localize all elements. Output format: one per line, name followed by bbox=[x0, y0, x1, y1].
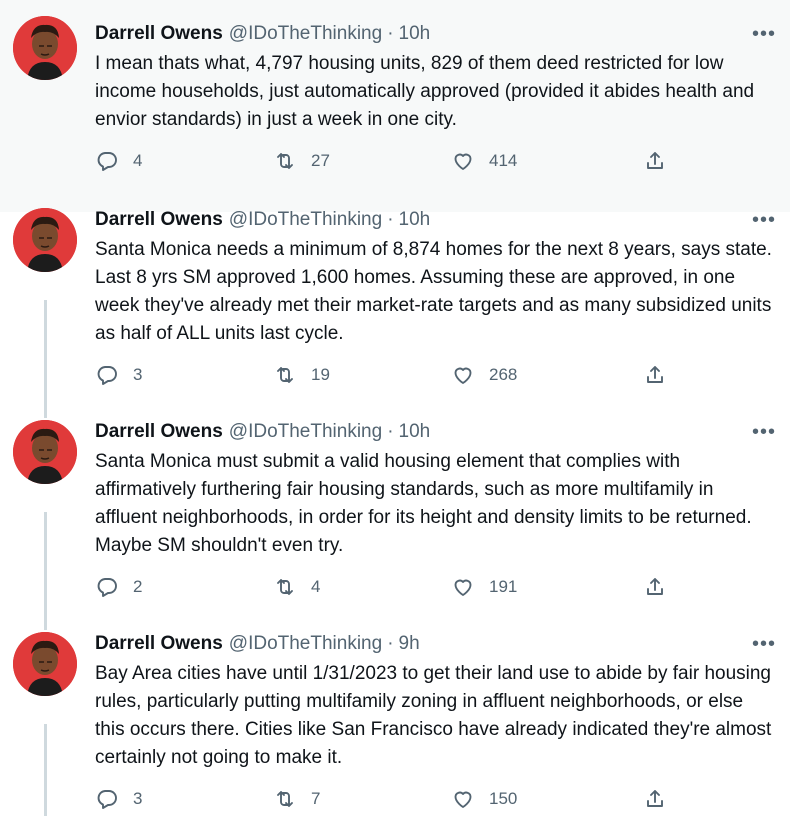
avatar[interactable] bbox=[13, 420, 77, 484]
heart-icon bbox=[451, 787, 475, 811]
heart-icon bbox=[451, 575, 475, 599]
share-icon bbox=[643, 363, 667, 387]
reply-button[interactable] bbox=[95, 360, 142, 390]
more-icon[interactable]: ••• bbox=[752, 208, 777, 231]
separator-dot: · bbox=[387, 421, 394, 442]
like-count: 150 bbox=[489, 789, 518, 808]
share-button[interactable] bbox=[643, 784, 667, 814]
avatar-image bbox=[13, 632, 77, 696]
timestamp[interactable]: 10h bbox=[398, 23, 431, 44]
avatar-image bbox=[13, 208, 77, 272]
share-button[interactable] bbox=[643, 146, 667, 176]
like-button[interactable] bbox=[451, 784, 517, 814]
share-icon bbox=[643, 149, 667, 173]
share-button[interactable] bbox=[643, 360, 667, 390]
author-handle[interactable]: @IDoTheThinking bbox=[228, 633, 383, 654]
like-button[interactable] bbox=[451, 146, 517, 176]
timestamp[interactable]: 10h bbox=[398, 421, 431, 442]
author-handle[interactable]: @IDoTheThinking bbox=[228, 209, 383, 230]
tweet[interactable] bbox=[0, 420, 790, 636]
like-button[interactable] bbox=[451, 360, 517, 390]
retweet-button[interactable] bbox=[273, 360, 330, 390]
reply-icon bbox=[95, 575, 119, 599]
tweet-header bbox=[95, 22, 430, 46]
reply-button[interactable] bbox=[95, 784, 142, 814]
share-icon bbox=[643, 575, 667, 599]
retweet-button[interactable] bbox=[273, 784, 320, 814]
reply-count: 2 bbox=[133, 577, 143, 596]
tweet-header bbox=[95, 420, 430, 444]
retweet-count: 19 bbox=[311, 365, 330, 384]
heart-icon bbox=[451, 149, 475, 173]
timestamp[interactable]: 10h bbox=[398, 209, 431, 230]
retweet-button[interactable] bbox=[273, 146, 330, 176]
timestamp[interactable]: 9h bbox=[398, 633, 420, 654]
reply-button[interactable] bbox=[95, 572, 142, 602]
heart-icon bbox=[451, 363, 475, 387]
retweet-count: 27 bbox=[311, 151, 330, 170]
avatar-image bbox=[13, 16, 77, 80]
like-count: 414 bbox=[489, 151, 518, 170]
like-button[interactable] bbox=[451, 572, 517, 602]
author-handle[interactable]: @IDoTheThinking bbox=[228, 23, 383, 44]
like-count: 268 bbox=[489, 365, 518, 384]
author-name[interactable]: Darrell Owens bbox=[95, 421, 223, 442]
retweet-icon bbox=[273, 149, 297, 173]
retweet-icon bbox=[273, 787, 297, 811]
tweet-header bbox=[95, 208, 430, 232]
reply-icon bbox=[95, 149, 119, 173]
separator-dot: · bbox=[387, 23, 394, 44]
avatar[interactable] bbox=[13, 16, 77, 80]
tweet-actions bbox=[95, 784, 685, 814]
more-icon[interactable]: ••• bbox=[752, 632, 777, 655]
more-icon[interactable]: ••• bbox=[752, 22, 777, 45]
tweet-actions bbox=[95, 572, 685, 602]
reply-icon bbox=[95, 363, 119, 387]
reply-count: 3 bbox=[133, 365, 143, 384]
tweet[interactable] bbox=[0, 0, 790, 212]
like-count: 191 bbox=[489, 577, 518, 596]
tweet-actions bbox=[95, 360, 685, 390]
avatar[interactable] bbox=[13, 632, 77, 696]
tweet-text: Bay Area cities have until 1/31/2023 to get their land use to abide by fair housing rules, particularly putting multifamily zoning in affluent neighborhoods, or else this occurs there. Cities like San Francisco have already indicated they're almost certainly not going to make it. bbox=[95, 663, 772, 768]
retweet-icon bbox=[273, 363, 297, 387]
tweet-text: Santa Monica needs a minimum of 8,874 homes for the next 8 years, says state. Last 8 yrs SM approved 1,600 homes. Assuming these are approved, in one week they've already met their market-rate targets and as many subsidized units as half of ALL units last cycle. bbox=[95, 239, 772, 344]
reply-count: 4 bbox=[133, 151, 143, 170]
tweet-text: I mean thats what, 4,797 housing units, 829 of them deed restricted for low income households, just automatically approved (provided it abides health and envior standards) in just a week in one city. bbox=[95, 53, 755, 130]
tweet-header bbox=[95, 632, 420, 656]
more-icon[interactable]: ••• bbox=[752, 420, 777, 443]
avatar[interactable] bbox=[13, 208, 77, 272]
tweet-text: Santa Monica must submit a valid housing element that complies with affirmatively furthering fair housing standards, such as more multifamily in affluent neighborhoods, in order for its height and density limits to be returned. Maybe SM shouldn't even try. bbox=[95, 451, 752, 556]
reply-button[interactable] bbox=[95, 146, 142, 176]
avatar-image bbox=[13, 420, 77, 484]
retweet-icon bbox=[273, 575, 297, 599]
retweet-button[interactable] bbox=[273, 572, 320, 602]
tweet-actions bbox=[95, 146, 685, 176]
retweet-count: 4 bbox=[311, 577, 321, 596]
reply-count: 3 bbox=[133, 789, 143, 808]
separator-dot: · bbox=[387, 209, 394, 230]
author-name[interactable]: Darrell Owens bbox=[95, 209, 223, 230]
separator-dot: · bbox=[387, 633, 394, 654]
reply-icon bbox=[95, 787, 119, 811]
share-icon bbox=[643, 787, 667, 811]
share-button[interactable] bbox=[643, 572, 667, 602]
author-handle[interactable]: @IDoTheThinking bbox=[228, 421, 383, 442]
tweet[interactable] bbox=[0, 632, 790, 816]
tweet[interactable] bbox=[0, 208, 790, 424]
author-name[interactable]: Darrell Owens bbox=[95, 633, 223, 654]
retweet-count: 7 bbox=[311, 789, 321, 808]
author-name[interactable]: Darrell Owens bbox=[95, 23, 223, 44]
